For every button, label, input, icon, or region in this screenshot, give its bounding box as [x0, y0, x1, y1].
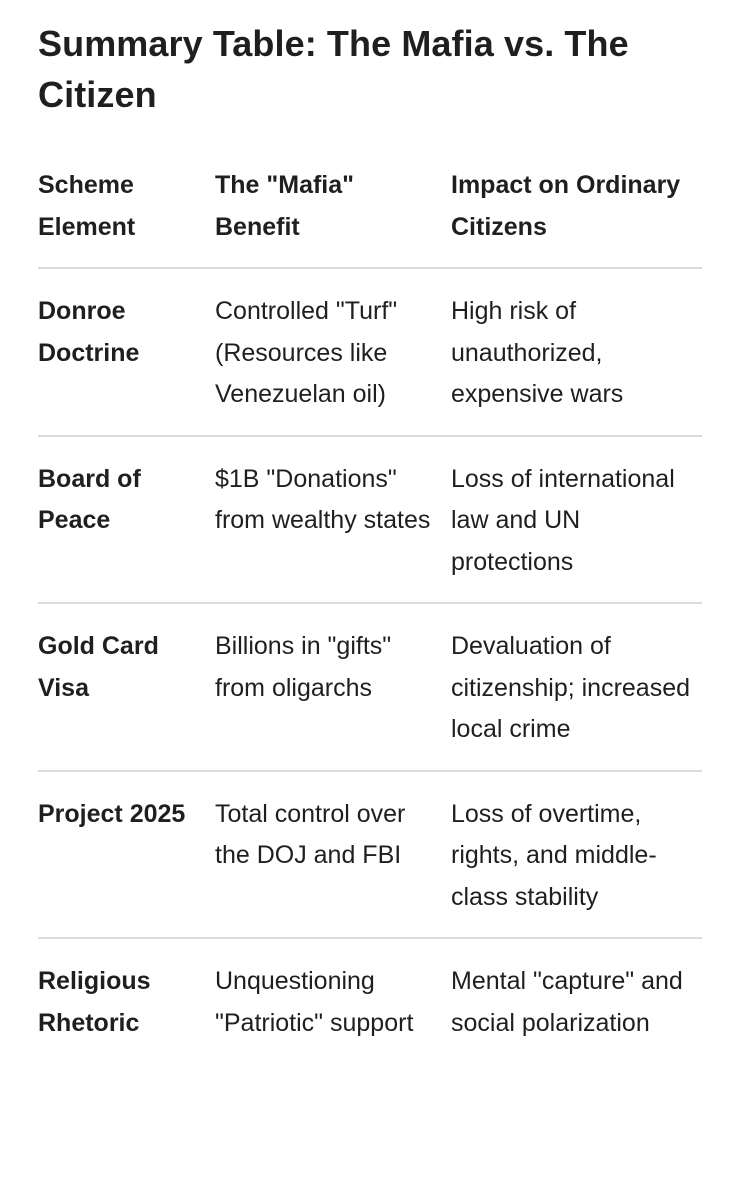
cell-benefit: $1B "Donations" from wealthy states — [215, 436, 451, 604]
cell-scheme: Donroe Doctrine — [38, 268, 215, 436]
cell-benefit: Billions in "gifts" from oligarchs — [215, 603, 451, 771]
column-header-scheme: Scheme Element — [38, 165, 215, 268]
table-body — [38, 268, 702, 1063]
table-row — [38, 938, 702, 1063]
table-row — [38, 771, 702, 939]
cell-impact: Loss of overtime, rights, and middle-class stability — [451, 771, 702, 939]
cell-impact: Mental "capture" and social polarization — [451, 967, 683, 1037]
table-row — [38, 268, 702, 436]
column-header-impact: Impact on Ordinary Citizens — [451, 165, 702, 268]
cell-impact: High risk of unauthorized, expensive wars — [451, 268, 702, 436]
cell-scheme: Board of Peace — [38, 436, 215, 604]
table-row — [38, 436, 702, 604]
cell-scheme: Gold Card Visa — [38, 603, 215, 771]
cell-scheme: Project 2025 — [38, 771, 215, 939]
header-row — [38, 165, 702, 268]
summary-table — [38, 165, 702, 1063]
column-header-benefit: The "Mafia" Benefit — [215, 165, 451, 268]
cell-benefit: Controlled "Turf" (Resources like Venezuelan oil) — [215, 268, 451, 436]
cell-benefit: Total control over the DOJ and FBI — [215, 771, 451, 939]
cell-impact: Devaluation of citizenship; increased local crime — [451, 603, 702, 771]
page-title: Summary Table: The Mafia vs. The Citizen — [38, 23, 629, 115]
table-header — [38, 165, 702, 268]
cell-impact: Loss of international law and UN protections — [451, 436, 702, 604]
cell-benefit: Unquestioning "Patriotic" support — [215, 967, 414, 1037]
table-row — [38, 603, 702, 771]
cell-scheme: Religious Rhetoric — [38, 967, 151, 1037]
